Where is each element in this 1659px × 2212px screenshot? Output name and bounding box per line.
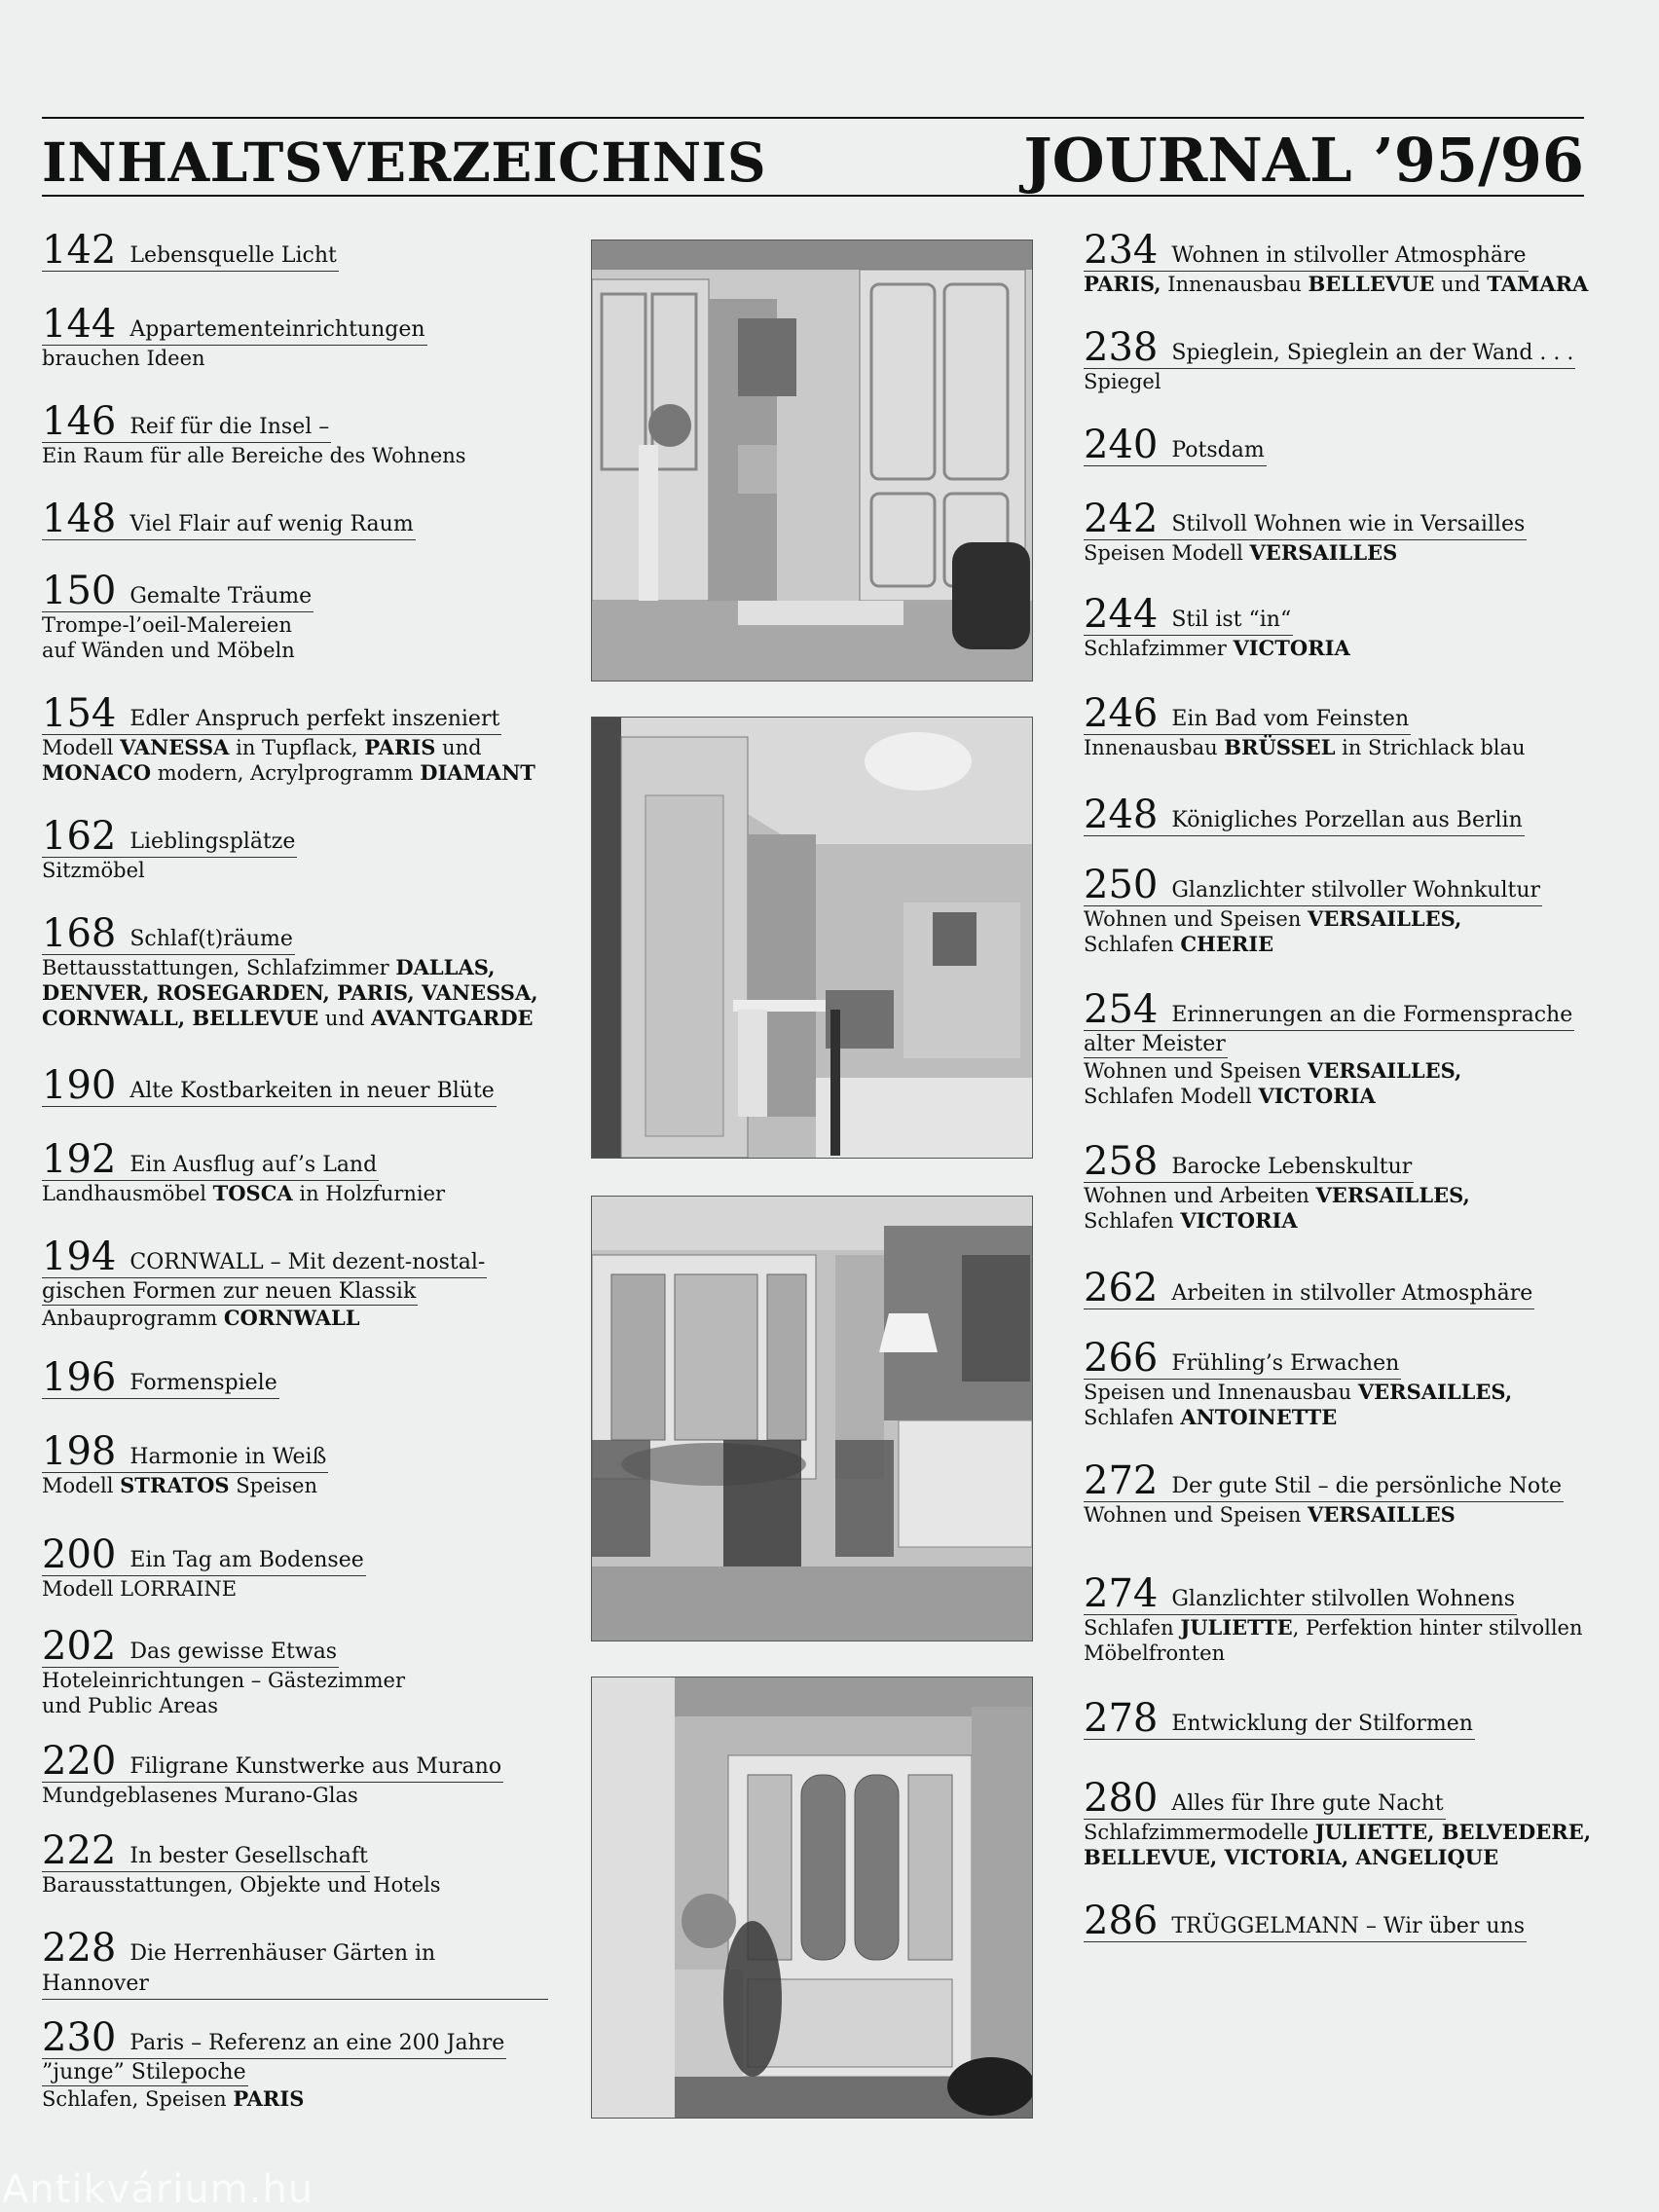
- article-title: Formenspiele: [129, 1371, 277, 1395]
- article-title: Der gute Stil – die persönliche Note: [1171, 1474, 1562, 1498]
- article-title: Lieblingsplätze: [129, 830, 296, 854]
- article-title: Erinnerungen an die Formensprache: [1171, 1003, 1573, 1027]
- page-number: 286: [1084, 1899, 1159, 1943]
- toc-entry-heading: [42, 911, 295, 956]
- toc-entry-heading: [42, 1739, 503, 1784]
- article-title-continued: alter Meister: [1084, 1032, 1226, 1056]
- page-number: 192: [42, 1137, 117, 1182]
- article-title: Stil ist “in“: [1171, 608, 1292, 632]
- toc-entry-heading: [42, 1235, 487, 1279]
- toc-entry: [42, 814, 548, 883]
- page-number: 198: [42, 1429, 117, 1474]
- article-subtitle: Wohnen und Speisen VERSAILLES: [1084, 1502, 1456, 1527]
- page-number: 220: [42, 1739, 117, 1784]
- article-subtitle: Schlafen CHERIE: [1084, 932, 1274, 956]
- page-number: 144: [42, 302, 117, 347]
- article-subtitle: Speisen Modell VERSAILLES: [1084, 540, 1398, 565]
- article-subtitle: Innenausbau BRÜSSEL in Strichlack blau: [1084, 735, 1526, 759]
- article-subtitle: Schlafzimmermodelle JULIETTE, BELVEDERE,: [1084, 1820, 1592, 1844]
- toc-entry-heading: [42, 2015, 506, 2060]
- page-number: 230: [42, 2015, 117, 2060]
- article-title-continued: ”junge” Stilepoche: [42, 2060, 246, 2084]
- toc-entry: [42, 1063, 548, 1108]
- toc-entry: [1084, 497, 1629, 566]
- article-title: Appartementeinrichtungen: [129, 317, 425, 342]
- toc-entry: [42, 1355, 548, 1400]
- article-subtitle: Schlafen, Speisen PARIS: [42, 2086, 305, 2111]
- toc-entry-heading: [1084, 1336, 1401, 1381]
- article-title: Entwicklung der Stilformen: [1171, 1712, 1473, 1736]
- page-number: 222: [42, 1828, 117, 1873]
- article-subtitle: DENVER, ROSEGARDEN, PARIS, VANESSA,: [42, 980, 538, 1005]
- toc-entry-heading: [42, 1532, 366, 1577]
- toc-entry-heading: [42, 228, 339, 273]
- article-subtitle: Landhausmöbel TOSCA in Holzfurnier: [42, 1181, 446, 1205]
- article-subtitle: Modell VANESSA in Tupflack, PARIS und: [42, 735, 482, 759]
- article-title: Ein Tag am Bodensee: [129, 1548, 364, 1572]
- toc-entry: [1084, 1336, 1629, 1430]
- toc-entry-heading: [1084, 592, 1293, 637]
- page-number: 196: [42, 1355, 117, 1400]
- page-number: 148: [42, 497, 117, 541]
- page-number: 258: [1084, 1139, 1159, 1184]
- page-number: 162: [42, 814, 117, 859]
- journal-title: JOURNAL ’95/96: [1023, 125, 1584, 196]
- article-subtitle: Modell STRATOS Speisen: [42, 1473, 317, 1497]
- article-subtitle: Trompe-l’oeil-Malereien: [42, 613, 292, 637]
- toc-entry-heading: [1084, 1696, 1475, 1741]
- article-subtitle: brauchen Ideen: [42, 347, 205, 370]
- article-title: Barocke Lebenskultur: [1171, 1155, 1413, 1179]
- toc-entry-heading: [1084, 1266, 1534, 1310]
- toc-entry: [1084, 1571, 1629, 1666]
- article-subtitle: Schlafen JULIETTE, Perfektion hinter stilvollen: [1084, 1615, 1583, 1640]
- toc-entry-heading: [1084, 987, 1574, 1032]
- article-subtitle: Barausstattungen, Objekte und Hotels: [42, 1873, 441, 1897]
- toc-entry-heading: [1084, 1776, 1446, 1821]
- article-title: Glanzlichter stilvoller Wohnkultur: [1171, 878, 1541, 903]
- page-header: [42, 117, 1584, 197]
- article-title: Ein Ausflug auf’s Land: [129, 1153, 378, 1177]
- toc-entry-heading: [42, 1063, 497, 1108]
- article-title: Arbeiten in stilvoller Atmosphäre: [1171, 1281, 1533, 1306]
- article-subtitle: Möbelfronten: [1084, 1641, 1226, 1665]
- toc-entry: [42, 911, 548, 1031]
- toc-entry-heading: [1084, 863, 1542, 907]
- toc-entry: [42, 228, 548, 273]
- toc-entry: [1084, 325, 1629, 394]
- toc-entry: [42, 691, 548, 786]
- toc-entry: [1084, 1266, 1629, 1310]
- toc-entry-heading: [1084, 1139, 1414, 1184]
- page-number: 254: [1084, 987, 1159, 1032]
- toc-entry: [42, 569, 548, 663]
- page-number: 278: [1084, 1696, 1159, 1741]
- toc-entry-heading: [42, 1926, 548, 2000]
- article-subtitle: Speisen und Innenausbau VERSAILLES,: [1084, 1380, 1513, 1404]
- article-title: TRÜGGELMANN – Wir über uns: [1171, 1914, 1526, 1938]
- toc-entry-heading: [42, 497, 416, 541]
- toc-entry: [42, 1739, 548, 1808]
- page-number: 240: [1084, 423, 1159, 467]
- page-number: 228: [42, 1926, 117, 1971]
- photo-bedroom-chandelier: [591, 717, 1033, 1159]
- article-subtitle: MONACO modern, Acrylprogramm DIAMANT: [42, 760, 535, 785]
- page-number: 154: [42, 691, 117, 736]
- toc-entry: [42, 1828, 548, 1898]
- article-title: CORNWALL – Mit dezent-nostal-: [129, 1250, 486, 1274]
- article-title: Alte Kostbarkeiten in neuer Blüte: [129, 1079, 495, 1103]
- article-subtitle: Anbauprogramm CORNWALL: [42, 1306, 360, 1330]
- toc-entry: [1084, 691, 1629, 760]
- toc-entry-heading: [1084, 497, 1527, 541]
- article-title: Potsdam: [1171, 438, 1265, 462]
- page-number: 202: [42, 1624, 117, 1669]
- article-title: Viel Flair auf wenig Raum: [129, 512, 414, 536]
- toc-entry: [42, 1926, 548, 2000]
- page-number: 168: [42, 911, 117, 956]
- article-subtitle: Ein Raum für alle Bereiche des Wohnens: [42, 444, 466, 467]
- article-title: Spieglein, Spieglein an der Wand . . .: [1171, 341, 1574, 365]
- toc-entry: [42, 2015, 548, 2112]
- article-subtitle: Sitzmöbel: [42, 859, 145, 882]
- page-number: 142: [42, 228, 117, 273]
- photo-dining-room: [591, 1196, 1033, 1641]
- page-number: 146: [42, 399, 117, 444]
- article-title: Das gewisse Etwas: [129, 1640, 338, 1664]
- page-number: 242: [1084, 497, 1159, 541]
- article-subtitle: auf Wänden und Möbeln: [42, 639, 295, 662]
- page-number: 274: [1084, 1571, 1159, 1616]
- toc-entry-heading: [42, 1429, 328, 1474]
- article-subtitle: Wohnen und Speisen VERSAILLES,: [1084, 1058, 1462, 1083]
- article-title: Edler Anspruch perfekt inszeniert: [129, 707, 500, 731]
- article-subtitle: CORNWALL, BELLEVUE und AVANTGARDE: [42, 1006, 534, 1030]
- toc-entry: [42, 302, 548, 371]
- article-subtitle: Mundgeblasenes Murano-Glas: [42, 1784, 358, 1807]
- page-number: 244: [1084, 592, 1159, 637]
- page-number: 266: [1084, 1336, 1159, 1381]
- toc-entry-heading: [1084, 1571, 1517, 1616]
- page-number: 248: [1084, 793, 1159, 837]
- watermark: Antikvárium.hu: [2, 2167, 314, 2212]
- page-title: INHALTSVERZEICHNIS: [42, 130, 767, 194]
- toc-entry: [42, 1624, 548, 1718]
- article-title: Paris – Referenz an eine 200 Jahre: [129, 2031, 505, 2055]
- article-subtitle: BELLEVUE, VICTORIA, ANGELIQUE: [1084, 1845, 1499, 1869]
- article-subtitle: und Public Areas: [42, 1694, 219, 1717]
- article-subtitle: Schlafzimmer VICTORIA: [1084, 636, 1350, 660]
- page-number: 200: [42, 1532, 117, 1577]
- toc-entry: [42, 497, 548, 541]
- toc-entry-heading: [1084, 793, 1525, 837]
- toc-entry-heading: [1084, 1899, 1527, 1943]
- article-title: Schlaf(t)räume: [129, 927, 293, 951]
- toc-entry-heading: [42, 1355, 279, 1400]
- toc-entry: [1084, 793, 1629, 837]
- toc-entry: [42, 1429, 548, 1498]
- toc-entry-heading: [42, 691, 501, 736]
- toc-entry: [1084, 1139, 1629, 1234]
- article-title: Reif für die Insel –: [129, 415, 330, 439]
- article-title: Glanzlichter stilvollen Wohnens: [1171, 1587, 1516, 1611]
- toc-entry: [1084, 1776, 1629, 1870]
- article-title: Königliches Porzellan aus Berlin: [1171, 808, 1523, 832]
- toc-entry: [1084, 1899, 1629, 1943]
- page-number: 194: [42, 1235, 117, 1279]
- article-title: In bester Gesellschaft: [129, 1844, 368, 1868]
- article-subtitle: Wohnen und Speisen VERSAILLES,: [1084, 906, 1462, 931]
- page-number: 234: [1084, 228, 1159, 273]
- article-title: Stilvoll Wohnen wie in Versailles: [1171, 512, 1526, 536]
- article-subtitle: Schlafen Modell VICTORIA: [1084, 1084, 1376, 1108]
- toc-entry: [1084, 987, 1629, 1109]
- toc-entry-heading: [42, 1828, 370, 1873]
- photo-hallway-cabinet: [591, 1677, 1033, 2119]
- toc-entry-heading: [42, 1137, 379, 1182]
- photo-wardrobe-room: [591, 240, 1033, 682]
- page-number: 280: [1084, 1776, 1159, 1821]
- toc-entry-heading: [42, 814, 297, 859]
- article-title: Wohnen in stilvoller Atmosphäre: [1171, 243, 1527, 268]
- article-title: Lebensquelle Licht: [129, 243, 337, 268]
- article-subtitle: Hoteleinrichtungen – Gästezimmer: [42, 1669, 405, 1692]
- toc-entry: [42, 399, 548, 468]
- toc-entry-heading: [1084, 228, 1529, 273]
- article-title: Harmonie in Weiß: [129, 1445, 327, 1469]
- article-title: Die Herrenhäuser Gärten in Hannover: [42, 1941, 436, 1996]
- toc-entry-heading: [42, 302, 427, 347]
- page-number: 190: [42, 1063, 117, 1108]
- page-number: 238: [1084, 325, 1159, 370]
- toc-entry-heading: [1084, 325, 1575, 370]
- article-subtitle: Schlafen ANTOINETTE: [1084, 1405, 1338, 1429]
- toc-entry: [42, 1137, 548, 1206]
- page-number: 150: [42, 569, 117, 613]
- page-number: 262: [1084, 1266, 1159, 1310]
- toc-entry-heading: [1084, 691, 1411, 736]
- toc-entry: [1084, 423, 1629, 467]
- article-subtitle: Schlafen VICTORIA: [1084, 1208, 1298, 1233]
- page-number: 250: [1084, 863, 1159, 907]
- toc-entry: [42, 1235, 548, 1331]
- page-number: 246: [1084, 691, 1159, 736]
- page-number: 272: [1084, 1458, 1159, 1503]
- article-title: Ein Bad vom Feinsten: [1171, 707, 1410, 731]
- toc-entry-heading: [42, 399, 331, 444]
- toc-entry-heading: [42, 569, 313, 613]
- article-subtitle: Modell LORRAINE: [42, 1577, 238, 1601]
- toc-entry: [1084, 863, 1629, 957]
- toc-entry: [1084, 1696, 1629, 1741]
- article-title: Filigrane Kunstwerke aus Murano: [129, 1754, 502, 1779]
- article-subtitle: Spiegel: [1084, 370, 1161, 393]
- toc-entry: [42, 1532, 548, 1602]
- toc-entry: [1084, 592, 1629, 661]
- article-title: Alles für Ihre gute Nacht: [1171, 1791, 1444, 1816]
- article-title: Frühling’s Erwachen: [1171, 1351, 1400, 1376]
- toc-entry: [1084, 228, 1629, 297]
- article-subtitle: PARIS, Innenausbau BELLEVUE und TAMARA: [1084, 272, 1589, 296]
- article-title: Gemalte Träume: [129, 584, 313, 608]
- article-subtitle: Wohnen und Arbeiten VERSAILLES,: [1084, 1183, 1470, 1207]
- toc-entry-heading: [1084, 1458, 1564, 1503]
- toc-entry: [1084, 1458, 1629, 1528]
- article-subtitle: Bettausstattungen, Schlafzimmer DALLAS,: [42, 955, 496, 979]
- article-title-continued: gischen Formen zur neuen Klassik: [42, 1279, 417, 1304]
- toc-entry-heading: [42, 1624, 339, 1669]
- toc-entry-heading: [1084, 423, 1267, 467]
